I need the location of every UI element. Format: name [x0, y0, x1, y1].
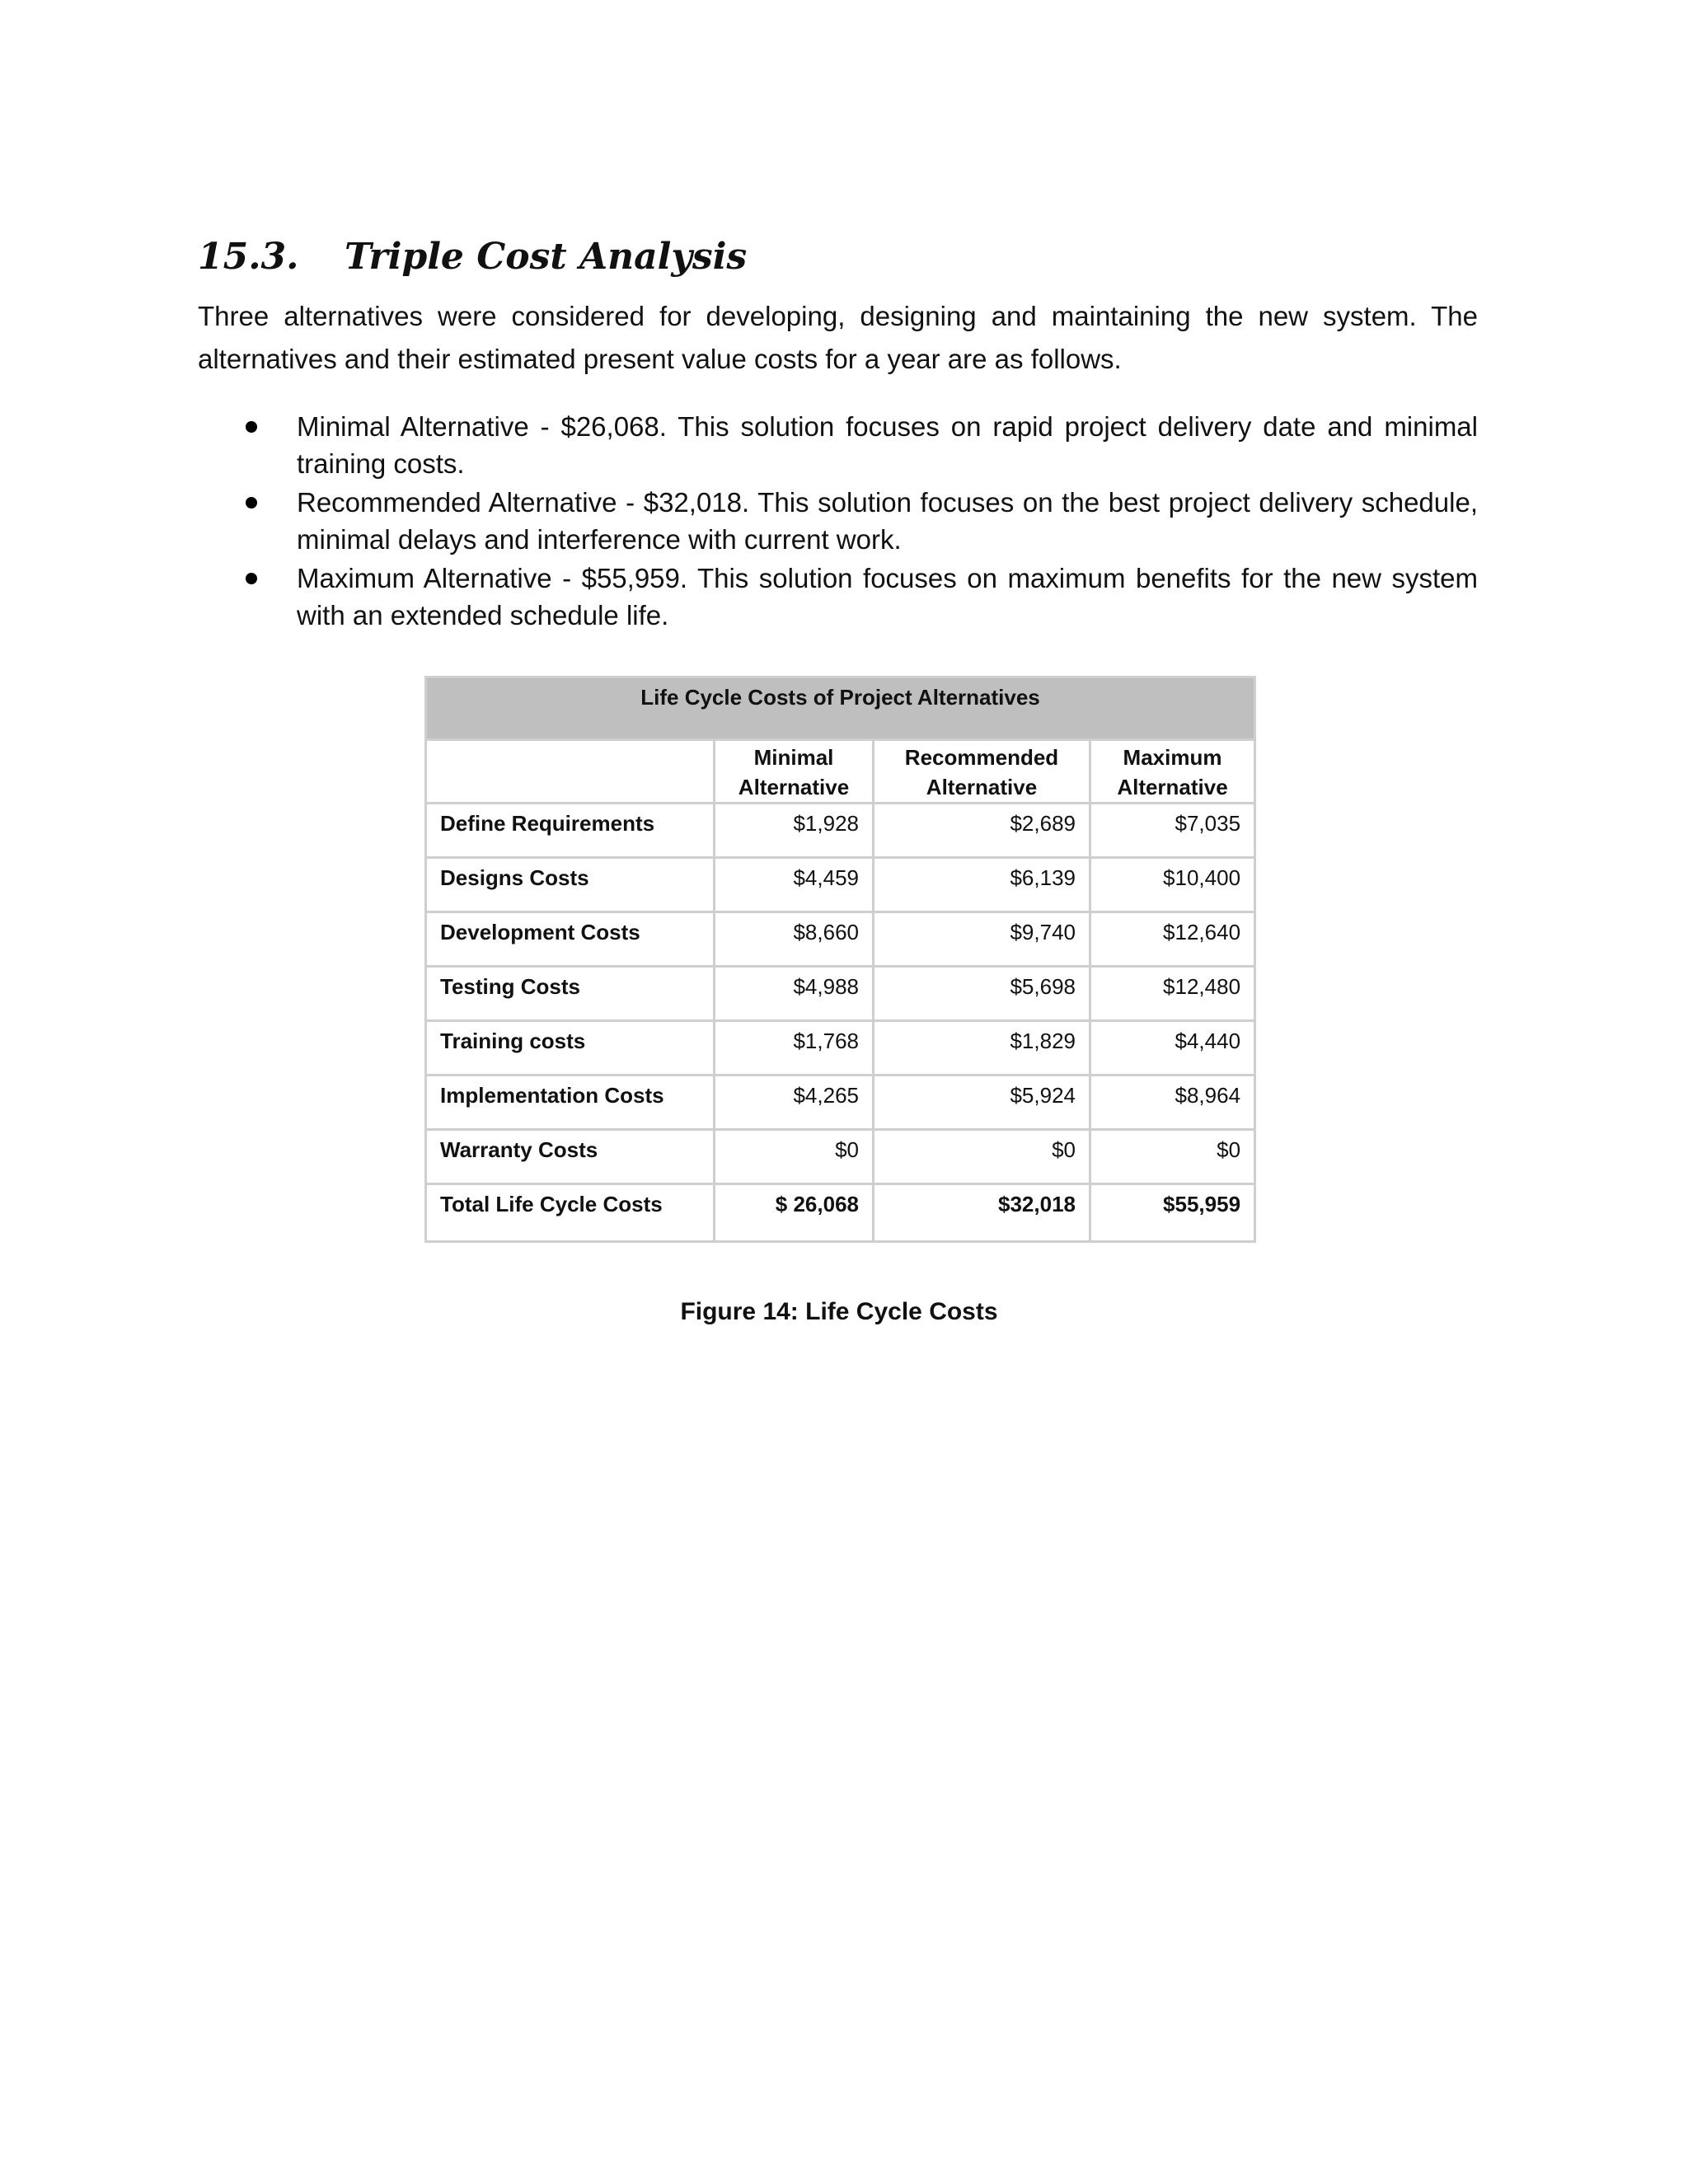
row-label: Development Costs — [426, 912, 715, 967]
total-recommended-value: $32,018 — [874, 1184, 1090, 1242]
section-heading — [198, 232, 747, 282]
section-number: 15.3. — [198, 236, 299, 278]
minimal-value: $4,988 — [715, 967, 874, 1021]
recommended-value: $1,829 — [874, 1021, 1090, 1076]
recommended-value: $9,740 — [874, 912, 1090, 967]
minimal-value: $0 — [715, 1130, 874, 1184]
maximum-value: $12,480 — [1090, 967, 1255, 1021]
row-label: Testing Costs — [426, 967, 715, 1021]
figure-caption: Figure 14: Life Cycle Costs — [680, 1298, 998, 1325]
intro-paragraph: Three alternatives were considered for developing, designing and maintaining the new system. The alternatives and their estimated present value costs for a year are as follows. — [198, 301, 1478, 374]
bullet-icon — [246, 497, 257, 509]
maximum-value: $12,640 — [1090, 912, 1255, 967]
minimal-value: $1,768 — [715, 1021, 874, 1076]
minimal-value: $4,459 — [715, 858, 874, 912]
table-row — [426, 1021, 1255, 1076]
table-row — [426, 858, 1255, 912]
bullet-icon — [246, 421, 257, 433]
recommended-value: $5,924 — [874, 1076, 1090, 1130]
life-cycle-costs-table — [424, 676, 1256, 1243]
column-header-recommended: Recommended Alternative — [874, 740, 1090, 804]
table-row — [426, 1076, 1255, 1130]
recommended-value: $6,139 — [874, 858, 1090, 912]
total-row — [426, 1184, 1255, 1242]
minimal-value: $4,265 — [715, 1076, 874, 1130]
bullet-icon — [246, 573, 257, 584]
row-label: Implementation Costs — [426, 1076, 715, 1130]
maximum-value: $0 — [1090, 1130, 1255, 1184]
column-header-maximum: Maximum Alternative — [1090, 740, 1255, 804]
maximum-value: $10,400 — [1090, 858, 1255, 912]
minimal-value: $8,660 — [715, 912, 874, 967]
table-title-row — [426, 677, 1255, 740]
row-label: Warranty Costs — [426, 1130, 715, 1184]
section-title: Triple Cost Analysis — [345, 236, 748, 278]
table-title: Life Cycle Costs of Project Alternatives — [426, 677, 1255, 740]
list-item-text: Recommended Alternative - $32,018. This solution focuses on the best project delivery schedule, minimal delays and interference with current work. — [297, 487, 1478, 555]
list-item — [198, 484, 1478, 558]
list-item-text: Minimal Alternative - $26,068. This solution focuses on rapid project delivery date and minimal training costs. — [297, 411, 1478, 479]
minimal-value: $1,928 — [715, 804, 874, 858]
maximum-value: $7,035 — [1090, 804, 1255, 858]
row-label: Training costs — [426, 1021, 715, 1076]
recommended-value: $0 — [874, 1130, 1090, 1184]
table-header-row — [426, 740, 1255, 804]
column-header-empty — [426, 740, 715, 804]
maximum-value: $4,440 — [1090, 1021, 1255, 1076]
list-item — [198, 560, 1478, 634]
row-label: Define Requirements — [426, 804, 715, 858]
row-label: Designs Costs — [426, 858, 715, 912]
maximum-value: $8,964 — [1090, 1076, 1255, 1130]
recommended-value: $5,698 — [874, 967, 1090, 1021]
table-row — [426, 912, 1255, 967]
total-minimal-value: $ 26,068 — [715, 1184, 874, 1242]
table-row — [426, 804, 1255, 858]
list-item-text: Maximum Alternative - $55,959. This solution focuses on maximum benefits for the new system with an extended schedule life. — [297, 563, 1478, 630]
total-maximum-value: $55,959 — [1090, 1184, 1255, 1242]
recommended-value: $2,689 — [874, 804, 1090, 858]
table-row — [426, 967, 1255, 1021]
table-row — [426, 1130, 1255, 1184]
list-item — [198, 408, 1478, 482]
alternatives-list — [198, 408, 1478, 635]
total-label: Total Life Cycle Costs — [426, 1184, 715, 1242]
column-header-minimal: Minimal Alternative — [715, 740, 874, 804]
